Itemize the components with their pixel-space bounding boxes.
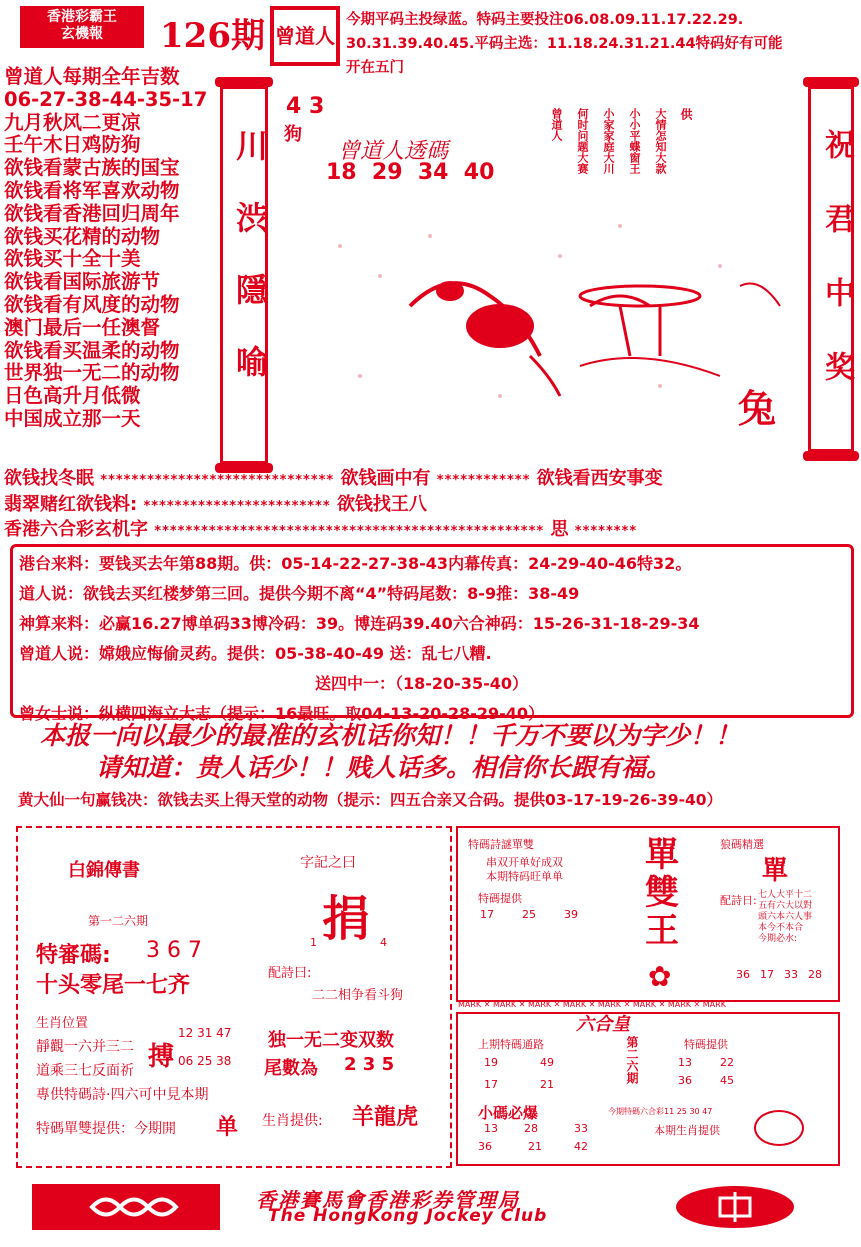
notice-line1: 今期平码主投绿蓝。特码主要投注06.08.09.11.17.22.29. <box>346 12 744 28</box>
right-num: 36 <box>736 968 750 981</box>
lower-title: 六合皇 <box>576 1014 630 1035</box>
left-line: 欲钱看有风度的动物 <box>4 292 180 316</box>
danshuang-king <box>622 836 702 950</box>
mark-strip: MARK ✕ MARK ✕ MARK ✕ MARK ✕ MARK ✕ MARK ✕ MARK ✕ MARK <box>458 1000 726 1009</box>
right-poem-line: 頭六本六人事 <box>758 912 813 922</box>
last-te-num: 17 <box>484 1078 498 1091</box>
big-char: 雙 <box>645 873 679 913</box>
side-note: 大情怎知大款 <box>654 108 667 174</box>
painting-title: 曾道人透碼 <box>338 139 449 164</box>
left-line: 澳门最后一任澳督 <box>4 315 161 339</box>
te-num: 25 <box>522 908 536 921</box>
brand-white-jin: 白錦傳書 <box>68 860 140 881</box>
left-title: 曾道人每期全年吉数 <box>4 65 180 88</box>
last-te-num: 49 <box>540 1056 554 1069</box>
te-box-title: 特碼提供 <box>684 1038 728 1051</box>
poem-line: 專供特碼詩·四六可中見本期 <box>36 1087 209 1103</box>
te-value: 3 6 7 <box>146 938 202 963</box>
te-provide: 特碼提供 <box>478 892 522 905</box>
logo-line1: 香港彩霸王 <box>47 9 117 25</box>
footer-logo-left <box>32 1184 220 1230</box>
painting-image <box>300 206 794 428</box>
row-end: 欲钱看西安事变 <box>536 468 663 489</box>
left-column <box>4 66 207 431</box>
left-line: 世界独一无二的动物 <box>4 361 180 385</box>
row-stars: ******** <box>574 524 638 539</box>
left-line: 欲钱看将军喜欢动物 <box>4 178 180 202</box>
info-line: 神算来料：必赢16.27博单码33博冷码：39。博连码39.40六合神码：15-26-31-18-29-34 <box>19 614 700 633</box>
side-note: 曾道人 <box>550 108 563 141</box>
footer-logo-right <box>676 1186 794 1228</box>
side-note: 供 <box>679 108 693 120</box>
left-scroll-text: 川渋隱喻 <box>231 129 269 417</box>
row-label: 翡翠赌红欲钱料: <box>4 494 138 515</box>
te-num: 17 <box>480 908 494 921</box>
poem-line: 串双开单好成双 <box>486 856 563 869</box>
left-scroll <box>220 86 268 464</box>
word-num-right: 4 <box>380 936 387 949</box>
seal-icon <box>754 1110 804 1146</box>
riddle-row-1 <box>4 464 663 490</box>
left-line: 中国成立那一天 <box>4 406 141 430</box>
te-box-num: 45 <box>720 1074 734 1087</box>
single-line: 独一无二变双数 <box>268 1030 394 1051</box>
big-word: 捐 <box>322 891 371 947</box>
info-line: 送四中一：（18-20-35-40） <box>315 674 528 693</box>
right-sub: 配詩日: <box>720 894 757 907</box>
sx-position: 生肖位置 <box>36 1016 89 1031</box>
right-title: 狼碼精選 <box>720 838 764 851</box>
row-stars: ************ <box>436 473 531 488</box>
emblem-icon <box>676 1186 794 1228</box>
left-line: 欲钱看国际旅游节 <box>4 270 161 294</box>
left-line: 欲钱看买温柔的动物 <box>4 338 180 362</box>
last-te-label: 上期特碼通路 <box>478 1038 544 1051</box>
xiao-num: 36 <box>478 1140 492 1153</box>
row-label: 欲钱找冬眠 <box>4 468 94 489</box>
painting-dog: 狗 <box>284 124 302 145</box>
right-poem-line: 今期必水: <box>758 934 798 944</box>
logo-line2: 玄機報 <box>61 26 103 42</box>
right-poem <box>758 890 812 945</box>
painting-digits: 4 3 <box>286 94 325 119</box>
issue-small: 第一二六期 <box>88 914 149 928</box>
big-char: 王 <box>645 911 679 951</box>
weishu-value: 2 3 5 <box>344 1054 395 1075</box>
riddle-row-2 <box>4 490 427 516</box>
left-line: 日色高升月低微 <box>4 384 141 408</box>
riddle-row-3 <box>4 515 637 541</box>
notice-line3: 开在五门 <box>346 60 404 76</box>
word-title: 字記之曰 <box>300 855 356 871</box>
xiao-num: 42 <box>574 1140 588 1153</box>
big-char: 單 <box>645 835 679 875</box>
left-line: 欲钱看香港回归周年 <box>4 201 180 225</box>
flower-icon: ✿ <box>648 960 672 993</box>
painting-illustration <box>300 206 794 428</box>
row-mid: 欲钱画中有 <box>340 468 431 489</box>
lower-right-panel <box>456 1012 840 1166</box>
info-line: 道人说：欲钱去买红楼梦第三回。提供今期不离“4”特码尾数：8-9推：38-49 <box>19 584 580 603</box>
poem-title: 特碼詩謎單雙 <box>468 838 534 851</box>
slogan-line-1: 本报一向以最少的最准的玄机话你知！！千万不要以为字少！！ <box>40 721 741 750</box>
row-label: 香港六合彩玄机字 <box>4 519 148 540</box>
weishu-label: 尾數為 <box>264 1058 318 1079</box>
row-stars: ****************************** <box>100 473 335 488</box>
row-stars: ************************ <box>143 499 331 514</box>
poem-line: 道乘三七反面祈 <box>36 1063 134 1079</box>
sx-label: 生肖提供: <box>262 1113 323 1129</box>
bo-nums-2: 06 25 38 <box>178 1054 232 1068</box>
right-scroll <box>808 86 854 452</box>
te-label: 特審碼: <box>36 943 111 968</box>
left-line: 九月秋风二更凉 <box>4 110 141 134</box>
painting-corner-char: 兔 <box>738 387 777 431</box>
xiao-num: 28 <box>524 1122 538 1135</box>
slogan-line-2: 请知道：贵人话少！！贱人话多。相信你长跟有福。 <box>96 753 672 782</box>
knot-icon <box>32 1184 220 1230</box>
xiao-num: 21 <box>528 1140 542 1153</box>
right-char: 單 <box>762 856 789 886</box>
info-line: 曾道人说：嫦娥应悔偷灵药。提供：05-38-40-49 送：乱七八糟. <box>19 644 492 663</box>
xiao-label: 小碼必爆 <box>478 1104 539 1122</box>
left-line: 欲钱看蒙古族的国宝 <box>4 156 180 180</box>
ben-qi: 本期生肖提供 <box>654 1124 720 1137</box>
left-line: 欲钱买十全十美 <box>4 247 141 271</box>
last-te-num: 19 <box>484 1056 498 1069</box>
badge-seal <box>270 6 340 66</box>
lucky-numbers: 06-27-38-44-35-17 <box>4 87 208 111</box>
footer-org-en: The HongKong Jockey Club <box>268 1206 548 1226</box>
poem-text: 二二相争看斗狗 <box>312 988 404 1003</box>
dbl-value: 单 <box>216 1115 239 1140</box>
info-line: 曾女士说：纵横四海立大志（提示：16最旺。取04-13-20-28-29-40） <box>19 704 545 723</box>
te-box-num: 36 <box>678 1074 692 1087</box>
bottom-left-panel <box>16 826 452 1168</box>
side-note: 小家家庭大川 <box>602 108 615 174</box>
header-notice <box>346 8 846 80</box>
last-te-num: 21 <box>540 1078 554 1091</box>
info-box <box>10 544 854 723</box>
issue-number: 126期 <box>160 16 265 56</box>
sx-value: 羊龍虎 <box>352 1105 419 1130</box>
qi-vertical: 第二六期 <box>625 1036 639 1084</box>
promo-line: 今期特碼六合彩11 25 30 47 <box>608 1107 713 1116</box>
right-poem-line: 五有六大以對 <box>758 901 813 911</box>
tail-text: 十头零尾一七齐 <box>36 973 191 998</box>
info-line: 港台来料：要钱买去年第88期。供：05-14-22-27-38-43内幕传真：24-29-40-46特32。 <box>19 554 692 573</box>
left-line: 壬午木日鸡防狗 <box>4 133 141 157</box>
poem-label: 配詩曰: <box>268 966 312 981</box>
te-box-num: 13 <box>678 1056 692 1069</box>
badge-text: 曾道人 <box>275 24 335 48</box>
right-num: 33 <box>784 968 798 981</box>
te-num: 39 <box>564 908 578 921</box>
right-poem-line: 本今不本合 <box>758 923 804 933</box>
poem-line: 本期特码旺单单 <box>486 870 563 883</box>
right-num: 28 <box>808 968 822 981</box>
painting-numbers: 18 29 34 40 <box>326 160 495 185</box>
bottom-right-panel <box>456 826 840 1002</box>
te-box-num: 22 <box>720 1056 734 1069</box>
side-notes <box>548 108 695 198</box>
side-note: 小小平蝶窗王 <box>628 108 641 174</box>
xiao-num: 13 <box>484 1122 498 1135</box>
right-scroll-text: 祝君中奖 <box>819 129 854 425</box>
xiao-num: 33 <box>574 1122 588 1135</box>
row-mid: 欲钱找王八 <box>336 494 427 515</box>
poem-line: 靜觀一六并三二 <box>36 1039 134 1055</box>
right-num: 17 <box>760 968 774 981</box>
bo-nums-1: 12 31 47 <box>178 1026 232 1040</box>
wong-tai-sin-line: 黄大仙一句赢钱决：欲钱去买上得天堂的动物（提示：四五合亲又合码。提供03-17-19-26-39-40） <box>18 791 723 809</box>
footer-org-cn: 香港賽馬會香港彩券管理局 <box>256 1188 520 1212</box>
left-line: 欲钱买花精的动物 <box>4 224 161 248</box>
side-note: 何时问题大赛 <box>576 108 589 174</box>
row-mid: 思 <box>550 519 569 540</box>
right-poem-line: 七人大平十二 <box>758 890 813 900</box>
row-stars: ************************************************** <box>154 524 545 539</box>
bo-char: 搏 <box>148 1042 175 1072</box>
notice-line2: 30.31.39.40.45.平码主选：11.18.24.31.21.44特码好有可能 <box>346 36 783 52</box>
dbl-label: 特碼單雙提供：今期開 <box>36 1121 176 1137</box>
word-num-left: 1 <box>310 936 317 949</box>
logo-stamp <box>20 6 144 48</box>
